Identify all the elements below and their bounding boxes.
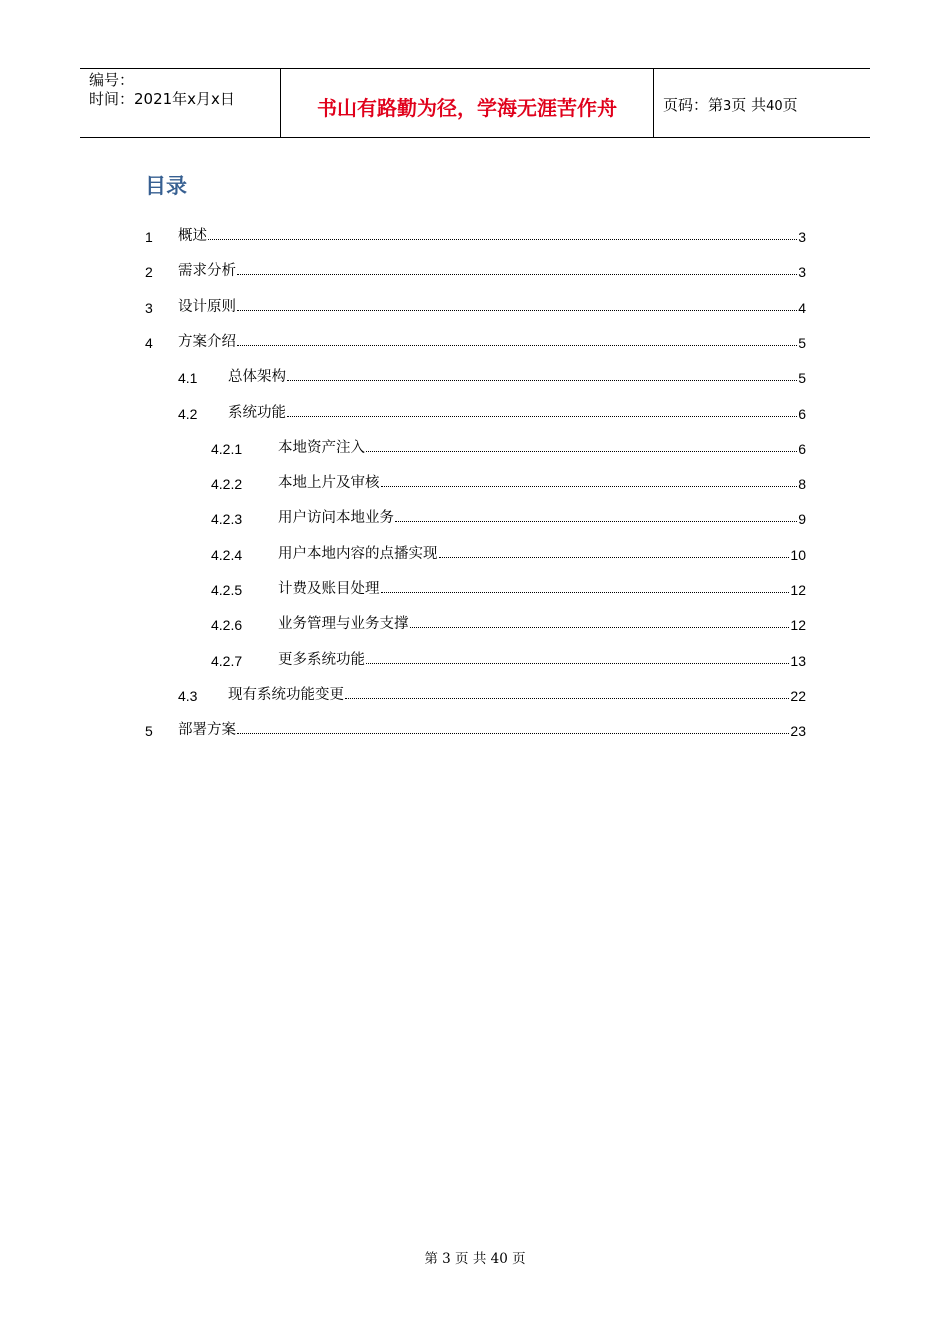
toc-entry-page: 23 — [790, 723, 806, 740]
toc-entry[interactable] — [178, 364, 806, 386]
toc-entry-number: 4.2.3 — [211, 511, 243, 528]
toc-entry-leader — [237, 733, 789, 734]
toc-entry-leader — [237, 345, 797, 346]
toc-entry-title: 计费及账目处理 — [278, 581, 380, 597]
toc-entry[interactable] — [211, 541, 806, 563]
toc-entry[interactable] — [211, 505, 806, 527]
toc-entry-page: 12 — [790, 582, 806, 598]
toc-entry-leader — [381, 592, 790, 593]
toc-entry-title: 本地资产注入 — [278, 439, 365, 456]
page-footer: 第 3 页 共 40 页 — [424, 1251, 526, 1267]
toc-entry-title: 设计原则 — [178, 298, 236, 315]
toc-entry[interactable] — [145, 258, 806, 280]
toc-entry-page: 5 — [798, 334, 806, 351]
toc-entry-number: 4 — [145, 334, 153, 351]
header-meta-cell — [80, 69, 281, 137]
toc-entry-title: 现有系统功能变更 — [228, 686, 344, 703]
toc-entry-number: 4.2.1 — [211, 440, 243, 457]
toc-entry[interactable] — [211, 576, 806, 598]
toc-entry-number: 4.1 — [178, 370, 198, 387]
toc-entry-number: 4.2 — [178, 405, 198, 422]
toc-entry[interactable] — [145, 294, 806, 316]
toc-entry-number: 4.2.7 — [211, 652, 243, 669]
toc-entry[interactable] — [211, 435, 806, 457]
header-page-cell — [654, 69, 870, 137]
toc-entry-page: 10 — [790, 546, 806, 563]
toc-entry-title: 需求分析 — [178, 263, 236, 280]
toc-entry-page: 13 — [790, 652, 806, 669]
toc-entry-page: 22 — [790, 687, 806, 704]
toc-entry-leader — [237, 310, 797, 311]
toc-entry-title: 本地上片及审核 — [278, 475, 380, 492]
toc-entry-number: 4.2.5 — [211, 582, 243, 598]
toc-entry-title: 总体架构 — [228, 369, 286, 386]
toc-entry-page: 6 — [798, 440, 806, 457]
page-current: 3 — [723, 99, 732, 114]
toc-entry-leader — [410, 627, 790, 628]
toc-entry-leader — [208, 239, 797, 240]
header-motto: 书山有路勤为径，学海无涯苦作舟 — [317, 96, 617, 120]
toc-entry[interactable] — [145, 223, 806, 245]
toc-entry-number: 4.3 — [178, 687, 198, 704]
toc-entry-leader — [439, 557, 790, 558]
toc-entry-page: 3 — [798, 264, 806, 281]
toc-entry-number: 3 — [145, 299, 153, 316]
toc-entry-leader — [345, 698, 789, 699]
toc-entry[interactable] — [178, 682, 806, 704]
toc-entry-leader — [395, 521, 797, 522]
serial-label: 编号： — [89, 71, 135, 89]
page-prefix: 页码：第 — [663, 96, 724, 114]
toc-entry-leader — [287, 380, 797, 381]
toc-entry-page: 3 — [798, 229, 806, 245]
toc-entry-title: 方案介绍 — [178, 333, 236, 350]
toc-entry-page: 8 — [798, 476, 806, 493]
toc-entry-number: 4.2.4 — [211, 546, 243, 563]
toc-entry-title: 用户访问本地业务 — [278, 510, 394, 527]
header-page-info — [663, 94, 798, 115]
toc-entry-leader — [366, 663, 789, 664]
toc-title: 目录 — [145, 174, 187, 198]
toc-entry-number: 5 — [145, 723, 153, 740]
toc-entry[interactable] — [211, 470, 806, 492]
toc-entry-page: 12 — [790, 617, 806, 634]
page-total: 40 — [766, 99, 783, 114]
header-motto-cell — [281, 69, 654, 137]
toc-entry-leader — [366, 451, 797, 452]
toc-entry-page: 9 — [798, 511, 806, 528]
toc-entry-title: 用户本地内容的点播实现 — [278, 545, 438, 562]
page-mid: 页 共 — [731, 96, 767, 114]
toc-entry-title: 概述 — [178, 228, 207, 244]
toc-entry[interactable] — [178, 400, 806, 422]
toc-entry-title: 系统功能 — [228, 404, 286, 421]
toc-entry[interactable] — [211, 611, 806, 633]
toc-entry-leader — [381, 486, 798, 487]
toc-entry[interactable] — [211, 647, 806, 669]
toc-entry-page: 5 — [798, 370, 806, 387]
toc-entry[interactable] — [145, 329, 806, 351]
toc-entry-number: 4.2.6 — [211, 617, 243, 634]
toc-entry-title: 更多系统功能 — [278, 651, 365, 668]
toc-entry[interactable] — [145, 717, 806, 739]
date-label: 时间：2021年x月x日 — [89, 90, 235, 108]
toc-entry-number: 2 — [145, 264, 153, 281]
toc-entry-page: 6 — [798, 405, 806, 422]
toc-entry-leader — [237, 274, 797, 275]
toc-entry-number: 4.2.2 — [211, 476, 243, 493]
page-suffix: 页 — [782, 96, 798, 114]
page-header — [80, 68, 870, 138]
toc-entry-page: 4 — [798, 299, 806, 316]
toc-entry-number: 1 — [145, 229, 153, 245]
toc-entry-title: 业务管理与业务支撑 — [278, 616, 409, 633]
toc-entry-leader — [287, 416, 797, 417]
toc-entry-title: 部署方案 — [178, 722, 236, 739]
